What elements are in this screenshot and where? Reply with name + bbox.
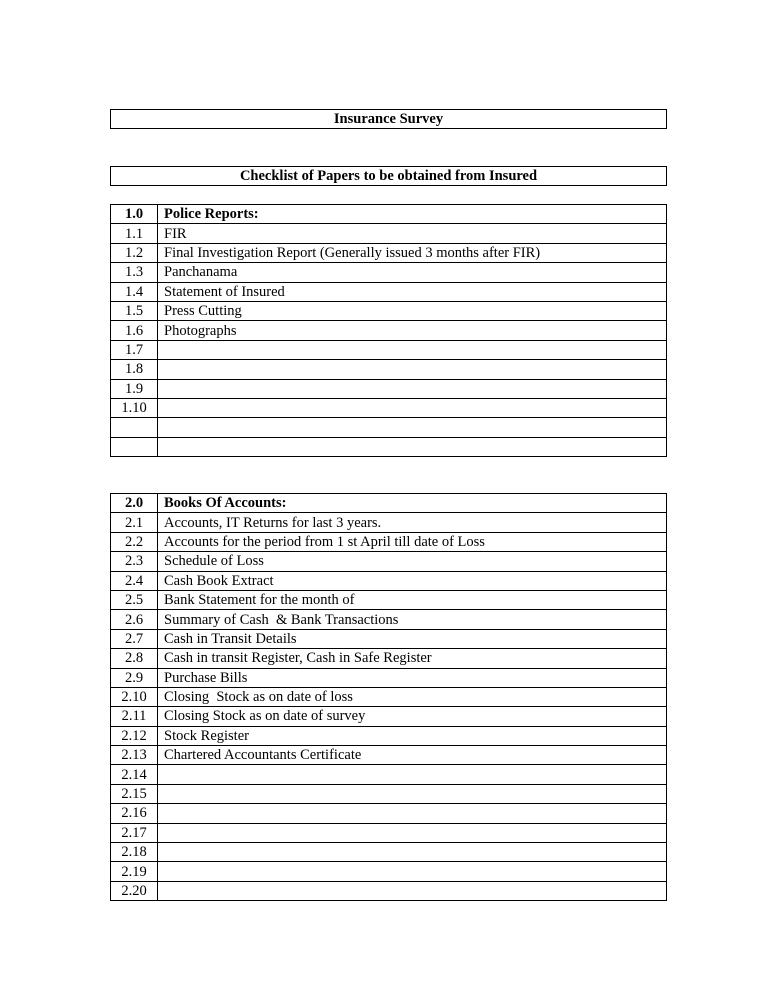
table-row bbox=[111, 765, 667, 784]
item-description: Bank Statement for the month of bbox=[158, 590, 667, 609]
item-description: FIR bbox=[158, 224, 667, 243]
item-description bbox=[158, 340, 667, 359]
item-description: Final Investigation Report (Generally issued 3 months after FIR) bbox=[158, 243, 667, 262]
table-row bbox=[111, 205, 667, 224]
item-number: 2.5 bbox=[111, 590, 158, 609]
item-number: 2.3 bbox=[111, 552, 158, 571]
table-row bbox=[111, 804, 667, 823]
item-number: 2.18 bbox=[111, 843, 158, 862]
table-row bbox=[111, 379, 667, 398]
item-number: 1.8 bbox=[111, 360, 158, 379]
table-row bbox=[111, 843, 667, 862]
item-description: Cash Book Extract bbox=[158, 571, 667, 590]
item-description bbox=[158, 843, 667, 862]
table-row bbox=[111, 726, 667, 745]
item-description bbox=[158, 862, 667, 881]
table-row bbox=[111, 398, 667, 417]
item-number: 1.10 bbox=[111, 398, 158, 417]
item-description: Chartered Accountants Certificate bbox=[158, 746, 667, 765]
item-number bbox=[111, 418, 158, 437]
item-number: 2.7 bbox=[111, 629, 158, 648]
item-number: 2.0 bbox=[111, 494, 158, 513]
item-number: 2.1 bbox=[111, 513, 158, 532]
table-row bbox=[111, 532, 667, 551]
item-description bbox=[158, 398, 667, 417]
item-description: Accounts for the period from 1 st April till date of Loss bbox=[158, 532, 667, 551]
item-description bbox=[158, 360, 667, 379]
item-number: 2.20 bbox=[111, 881, 158, 900]
item-description bbox=[158, 823, 667, 842]
table-row bbox=[111, 513, 667, 532]
item-number: 1.1 bbox=[111, 224, 158, 243]
item-description: Panchanama bbox=[158, 263, 667, 282]
item-number: 2.9 bbox=[111, 668, 158, 687]
section-heading: Police Reports: bbox=[158, 205, 667, 224]
table-row bbox=[111, 590, 667, 609]
item-number: 2.10 bbox=[111, 687, 158, 706]
table-row bbox=[111, 224, 667, 243]
item-number: 2.6 bbox=[111, 610, 158, 629]
item-description: Cash in Transit Details bbox=[158, 629, 667, 648]
table-row bbox=[111, 437, 667, 456]
item-description: Purchase Bills bbox=[158, 668, 667, 687]
item-number: 2.4 bbox=[111, 571, 158, 590]
item-number: 1.5 bbox=[111, 301, 158, 320]
item-description bbox=[158, 418, 667, 437]
table-row bbox=[111, 862, 667, 881]
item-description bbox=[158, 379, 667, 398]
table-row bbox=[111, 746, 667, 765]
item-number: 2.16 bbox=[111, 804, 158, 823]
table-row bbox=[111, 784, 667, 803]
table-row bbox=[111, 668, 667, 687]
item-description: Summary of Cash & Bank Transactions bbox=[158, 610, 667, 629]
item-number: 1.4 bbox=[111, 282, 158, 301]
table-row bbox=[111, 823, 667, 842]
table-row bbox=[111, 243, 667, 262]
item-number: 2.17 bbox=[111, 823, 158, 842]
table-row bbox=[111, 649, 667, 668]
item-number: 2.11 bbox=[111, 707, 158, 726]
table-row bbox=[111, 340, 667, 359]
item-description: Photographs bbox=[158, 321, 667, 340]
item-description: Closing Stock as on date of loss bbox=[158, 687, 667, 706]
item-number: 1.3 bbox=[111, 263, 158, 282]
item-number: 2.12 bbox=[111, 726, 158, 745]
table-row bbox=[111, 881, 667, 900]
item-number: 1.2 bbox=[111, 243, 158, 262]
item-number: 1.0 bbox=[111, 205, 158, 224]
item-description bbox=[158, 804, 667, 823]
item-description: Stock Register bbox=[158, 726, 667, 745]
table-row bbox=[111, 707, 667, 726]
item-number: 2.8 bbox=[111, 649, 158, 668]
item-number: 1.6 bbox=[111, 321, 158, 340]
item-description bbox=[158, 881, 667, 900]
item-number: 1.9 bbox=[111, 379, 158, 398]
item-description: Cash in transit Register, Cash in Safe Register bbox=[158, 649, 667, 668]
table-row bbox=[111, 321, 667, 340]
table-row bbox=[111, 687, 667, 706]
table-row bbox=[111, 263, 667, 282]
item-description: Accounts, IT Returns for last 3 years. bbox=[158, 513, 667, 532]
table-row bbox=[111, 301, 667, 320]
police-reports-table bbox=[110, 204, 667, 457]
table-row bbox=[111, 571, 667, 590]
table-row bbox=[111, 629, 667, 648]
table-row bbox=[111, 610, 667, 629]
table-row bbox=[111, 418, 667, 437]
item-number: 2.2 bbox=[111, 532, 158, 551]
item-number: 2.19 bbox=[111, 862, 158, 881]
item-number: 2.14 bbox=[111, 765, 158, 784]
section-heading: Books Of Accounts: bbox=[158, 494, 667, 513]
table-row bbox=[111, 552, 667, 571]
item-description bbox=[158, 765, 667, 784]
table-row bbox=[111, 494, 667, 513]
document-title: Insurance Survey bbox=[110, 109, 667, 129]
table-row bbox=[111, 360, 667, 379]
item-description: Press Cutting bbox=[158, 301, 667, 320]
table-row bbox=[111, 282, 667, 301]
item-description: Closing Stock as on date of survey bbox=[158, 707, 667, 726]
item-number: 1.7 bbox=[111, 340, 158, 359]
checklist-heading: Checklist of Papers to be obtained from Insured bbox=[110, 166, 667, 186]
item-number: 2.15 bbox=[111, 784, 158, 803]
item-description bbox=[158, 784, 667, 803]
item-number bbox=[111, 437, 158, 456]
books-of-accounts-table bbox=[110, 493, 667, 901]
item-description: Schedule of Loss bbox=[158, 552, 667, 571]
item-description: Statement of Insured bbox=[158, 282, 667, 301]
item-description bbox=[158, 437, 667, 456]
item-number: 2.13 bbox=[111, 746, 158, 765]
